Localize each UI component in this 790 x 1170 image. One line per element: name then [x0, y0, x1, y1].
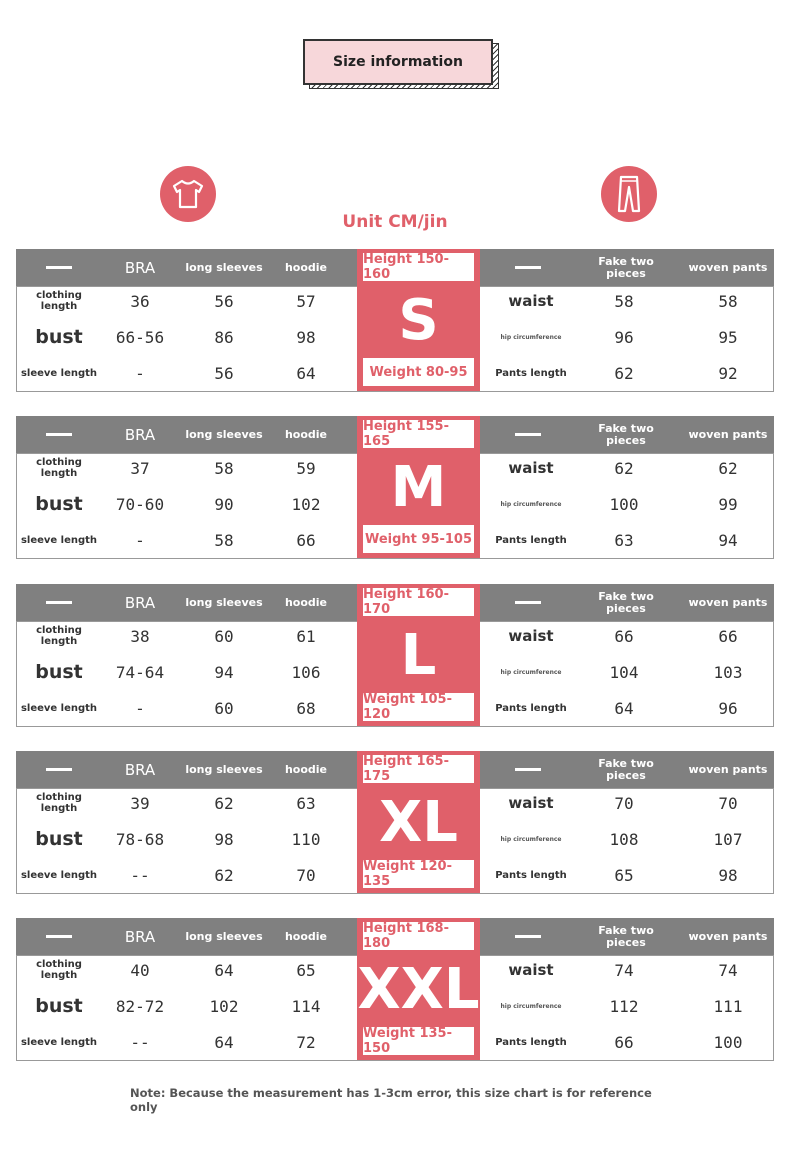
table-cell: 107	[713, 829, 743, 849]
table-cell: 108	[609, 829, 639, 849]
table-cell: 63	[296, 793, 316, 813]
table-cell: 72	[296, 1032, 316, 1052]
table-cell: -	[135, 698, 145, 718]
row-label-waist: waist	[508, 961, 554, 979]
header-dash-right	[515, 266, 541, 269]
table-cell: 106	[291, 662, 321, 682]
table-cell: 98	[718, 865, 738, 885]
weight-range: Weight 135-150	[363, 1027, 474, 1055]
row-label-bust: bust	[35, 661, 83, 683]
height-range: Height 160-170	[363, 588, 474, 616]
table-cell: 82-72	[115, 996, 165, 1016]
table-cell: 59	[296, 458, 316, 478]
header-fake-two-pieces: Fake two pieces	[598, 589, 654, 615]
table-cell: 100	[713, 1032, 743, 1052]
table-cell: 102	[291, 494, 321, 514]
header-dash-right	[515, 433, 541, 436]
table-cell: 39	[130, 793, 150, 813]
row-label-sleeve-length: sleeve length	[20, 869, 98, 881]
size-panel-s	[16, 249, 774, 391]
row-label-bust: bust	[35, 493, 83, 515]
table-cell: --	[130, 1032, 150, 1052]
row-label-pants-length: Pants length	[495, 1036, 567, 1048]
header-dash-left	[46, 601, 72, 604]
size-letter: XL	[379, 789, 458, 855]
table-cell: 65	[296, 960, 316, 980]
table-cell: 64	[614, 698, 634, 718]
header-long-sleeves: long sleeves	[185, 929, 263, 943]
table-cell: 56	[214, 291, 234, 311]
row-label-sleeve-length: sleeve length	[20, 1036, 98, 1048]
table-cell: 102	[209, 996, 239, 1016]
table-cell: 62	[718, 458, 738, 478]
header-bra: BRA	[124, 258, 156, 277]
height-range: Height 150-160	[363, 253, 474, 281]
table-cell: 94	[214, 662, 234, 682]
table-cell: 66	[718, 626, 738, 646]
height-range: Height 155-165	[363, 420, 474, 448]
table-cell: 78-68	[115, 829, 165, 849]
table-cell: 37	[130, 458, 150, 478]
header-bra: BRA	[124, 927, 156, 946]
table-cell: 60	[214, 698, 234, 718]
table-cell: 63	[614, 530, 634, 550]
table-cell: 64	[214, 960, 234, 980]
header-long-sleeves: long sleeves	[185, 762, 263, 776]
table-cell: 62	[614, 363, 634, 383]
reference-note: Note: Because the measurement has 1-3cm error, this size chart is for reference only	[130, 1086, 652, 1114]
row-label-pants-length: Pants length	[495, 702, 567, 714]
row-label-waist: waist	[508, 794, 554, 812]
table-cell: 62	[214, 793, 234, 813]
header-dash-right	[515, 601, 541, 604]
table-cell: 104	[609, 662, 639, 682]
weight-range: Weight 120-135	[363, 860, 474, 888]
table-cell: 56	[214, 363, 234, 383]
row-label-clothing-length: clothing length	[36, 625, 82, 647]
table-cell: 112	[609, 996, 639, 1016]
header-fake-two-pieces: Fake two pieces	[598, 756, 654, 782]
row-label-clothing-length: clothing length	[36, 290, 82, 312]
table-cell: 58	[614, 291, 634, 311]
size-block	[357, 751, 480, 893]
size-letter: XXL	[357, 956, 480, 1022]
row-label-bust: bust	[35, 995, 83, 1017]
row-label-sleeve-length: sleeve length	[20, 367, 98, 379]
unit-label: Unit CM/jin	[342, 212, 448, 232]
table-cell: 95	[718, 327, 738, 347]
row-label-hip: hip circumference	[500, 333, 562, 341]
header-woven-pants: woven pants	[688, 260, 768, 274]
header-hoodie: hoodie	[284, 427, 328, 441]
table-cell: 86	[214, 327, 234, 347]
row-label-hip: hip circumference	[500, 668, 562, 676]
table-cell: 64	[296, 363, 316, 383]
header-woven-pants: woven pants	[688, 427, 768, 441]
row-label-pants-length: Pants length	[495, 534, 567, 546]
height-range: Height 168-180	[363, 922, 474, 950]
size-letter: M	[390, 454, 447, 520]
row-label-pants-length: Pants length	[495, 367, 567, 379]
row-label-waist: waist	[508, 459, 554, 477]
row-label-hip: hip circumference	[500, 1002, 562, 1010]
table-cell: 74	[718, 960, 738, 980]
table-cell: 36	[130, 291, 150, 311]
table-cell: 70	[718, 793, 738, 813]
header-hoodie: hoodie	[284, 762, 328, 776]
header-hoodie: hoodie	[284, 595, 328, 609]
title-box	[303, 39, 493, 85]
table-cell: 70-60	[115, 494, 165, 514]
header-bra: BRA	[124, 425, 156, 444]
header-dash-left	[46, 266, 72, 269]
header-bra: BRA	[124, 760, 156, 779]
table-cell: 58	[214, 458, 234, 478]
row-label-bust: bust	[35, 828, 83, 850]
table-cell: 66-56	[115, 327, 165, 347]
header-dash-left	[46, 768, 72, 771]
row-label-sleeve-length: sleeve length	[20, 702, 98, 714]
table-cell: 57	[296, 291, 316, 311]
size-panel-xxl	[16, 918, 774, 1060]
table-cell: 58	[214, 530, 234, 550]
table-cell: 62	[214, 865, 234, 885]
table-cell: 40	[130, 960, 150, 980]
table-cell: 92	[718, 363, 738, 383]
header-long-sleeves: long sleeves	[185, 260, 263, 274]
table-cell: 66	[614, 1032, 634, 1052]
size-block	[357, 249, 480, 391]
table-cell: 70	[296, 865, 316, 885]
size-panel-l	[16, 584, 774, 726]
header-hoodie: hoodie	[284, 260, 328, 274]
header-bra: BRA	[124, 593, 156, 612]
table-cell: 38	[130, 626, 150, 646]
size-block	[357, 918, 480, 1060]
weight-range: Weight 80-95	[363, 358, 474, 386]
table-cell: 66	[614, 626, 634, 646]
table-cell: 61	[296, 626, 316, 646]
weight-range: Weight 95-105	[363, 525, 474, 553]
size-information-title	[303, 39, 499, 89]
size-letter: L	[400, 622, 437, 688]
height-range: Height 165-175	[363, 755, 474, 783]
row-label-sleeve-length: sleeve length	[20, 534, 98, 546]
header-long-sleeves: long sleeves	[185, 595, 263, 609]
table-cell: 70	[614, 793, 634, 813]
table-cell: 114	[291, 996, 321, 1016]
size-panel-m	[16, 416, 774, 558]
table-cell: 103	[713, 662, 743, 682]
table-cell: 74-64	[115, 662, 165, 682]
table-cell: 90	[214, 494, 234, 514]
table-cell: 110	[291, 829, 321, 849]
table-cell: -	[135, 530, 145, 550]
header-long-sleeves: long sleeves	[185, 427, 263, 441]
header-dash-right	[515, 935, 541, 938]
header-woven-pants: woven pants	[688, 595, 768, 609]
size-panel-xl	[16, 751, 774, 893]
table-cell: 68	[296, 698, 316, 718]
table-cell: 98	[296, 327, 316, 347]
header-fake-two-pieces: Fake two pieces	[598, 254, 654, 280]
row-label-hip: hip circumference	[500, 500, 562, 508]
table-cell: 94	[718, 530, 738, 550]
header-woven-pants: woven pants	[688, 762, 768, 776]
header-woven-pants: woven pants	[688, 929, 768, 943]
table-cell: --	[130, 865, 150, 885]
row-label-clothing-length: clothing length	[36, 959, 82, 981]
table-cell: 74	[614, 960, 634, 980]
row-label-bust: bust	[35, 326, 83, 348]
size-letter: S	[398, 287, 439, 353]
header-fake-two-pieces: Fake two pieces	[598, 923, 654, 949]
table-cell: 96	[718, 698, 738, 718]
table-cell: 66	[296, 530, 316, 550]
header-hoodie: hoodie	[284, 929, 328, 943]
table-cell: -	[135, 363, 145, 383]
title-text: Size information	[333, 53, 463, 70]
header-dash-right	[515, 768, 541, 771]
row-label-clothing-length: clothing length	[36, 457, 82, 479]
table-cell: 111	[713, 996, 743, 1016]
row-label-pants-length: Pants length	[495, 869, 567, 881]
header-dash-left	[46, 935, 72, 938]
header-fake-two-pieces: Fake two pieces	[598, 421, 654, 447]
row-label-hip: hip circumference	[500, 835, 562, 843]
table-cell: 99	[718, 494, 738, 514]
header-dash-left	[46, 433, 72, 436]
table-cell: 64	[214, 1032, 234, 1052]
size-block	[357, 416, 480, 558]
table-cell: 65	[614, 865, 634, 885]
table-cell: 98	[214, 829, 234, 849]
table-cell: 62	[614, 458, 634, 478]
row-label-waist: waist	[508, 292, 554, 310]
size-block	[357, 584, 480, 726]
table-cell: 100	[609, 494, 639, 514]
table-cell: 58	[718, 291, 738, 311]
table-cell: 60	[214, 626, 234, 646]
table-cell: 96	[614, 327, 634, 347]
weight-range: Weight 105-120	[363, 693, 474, 721]
row-label-waist: waist	[508, 627, 554, 645]
row-label-clothing-length: clothing length	[36, 792, 82, 814]
